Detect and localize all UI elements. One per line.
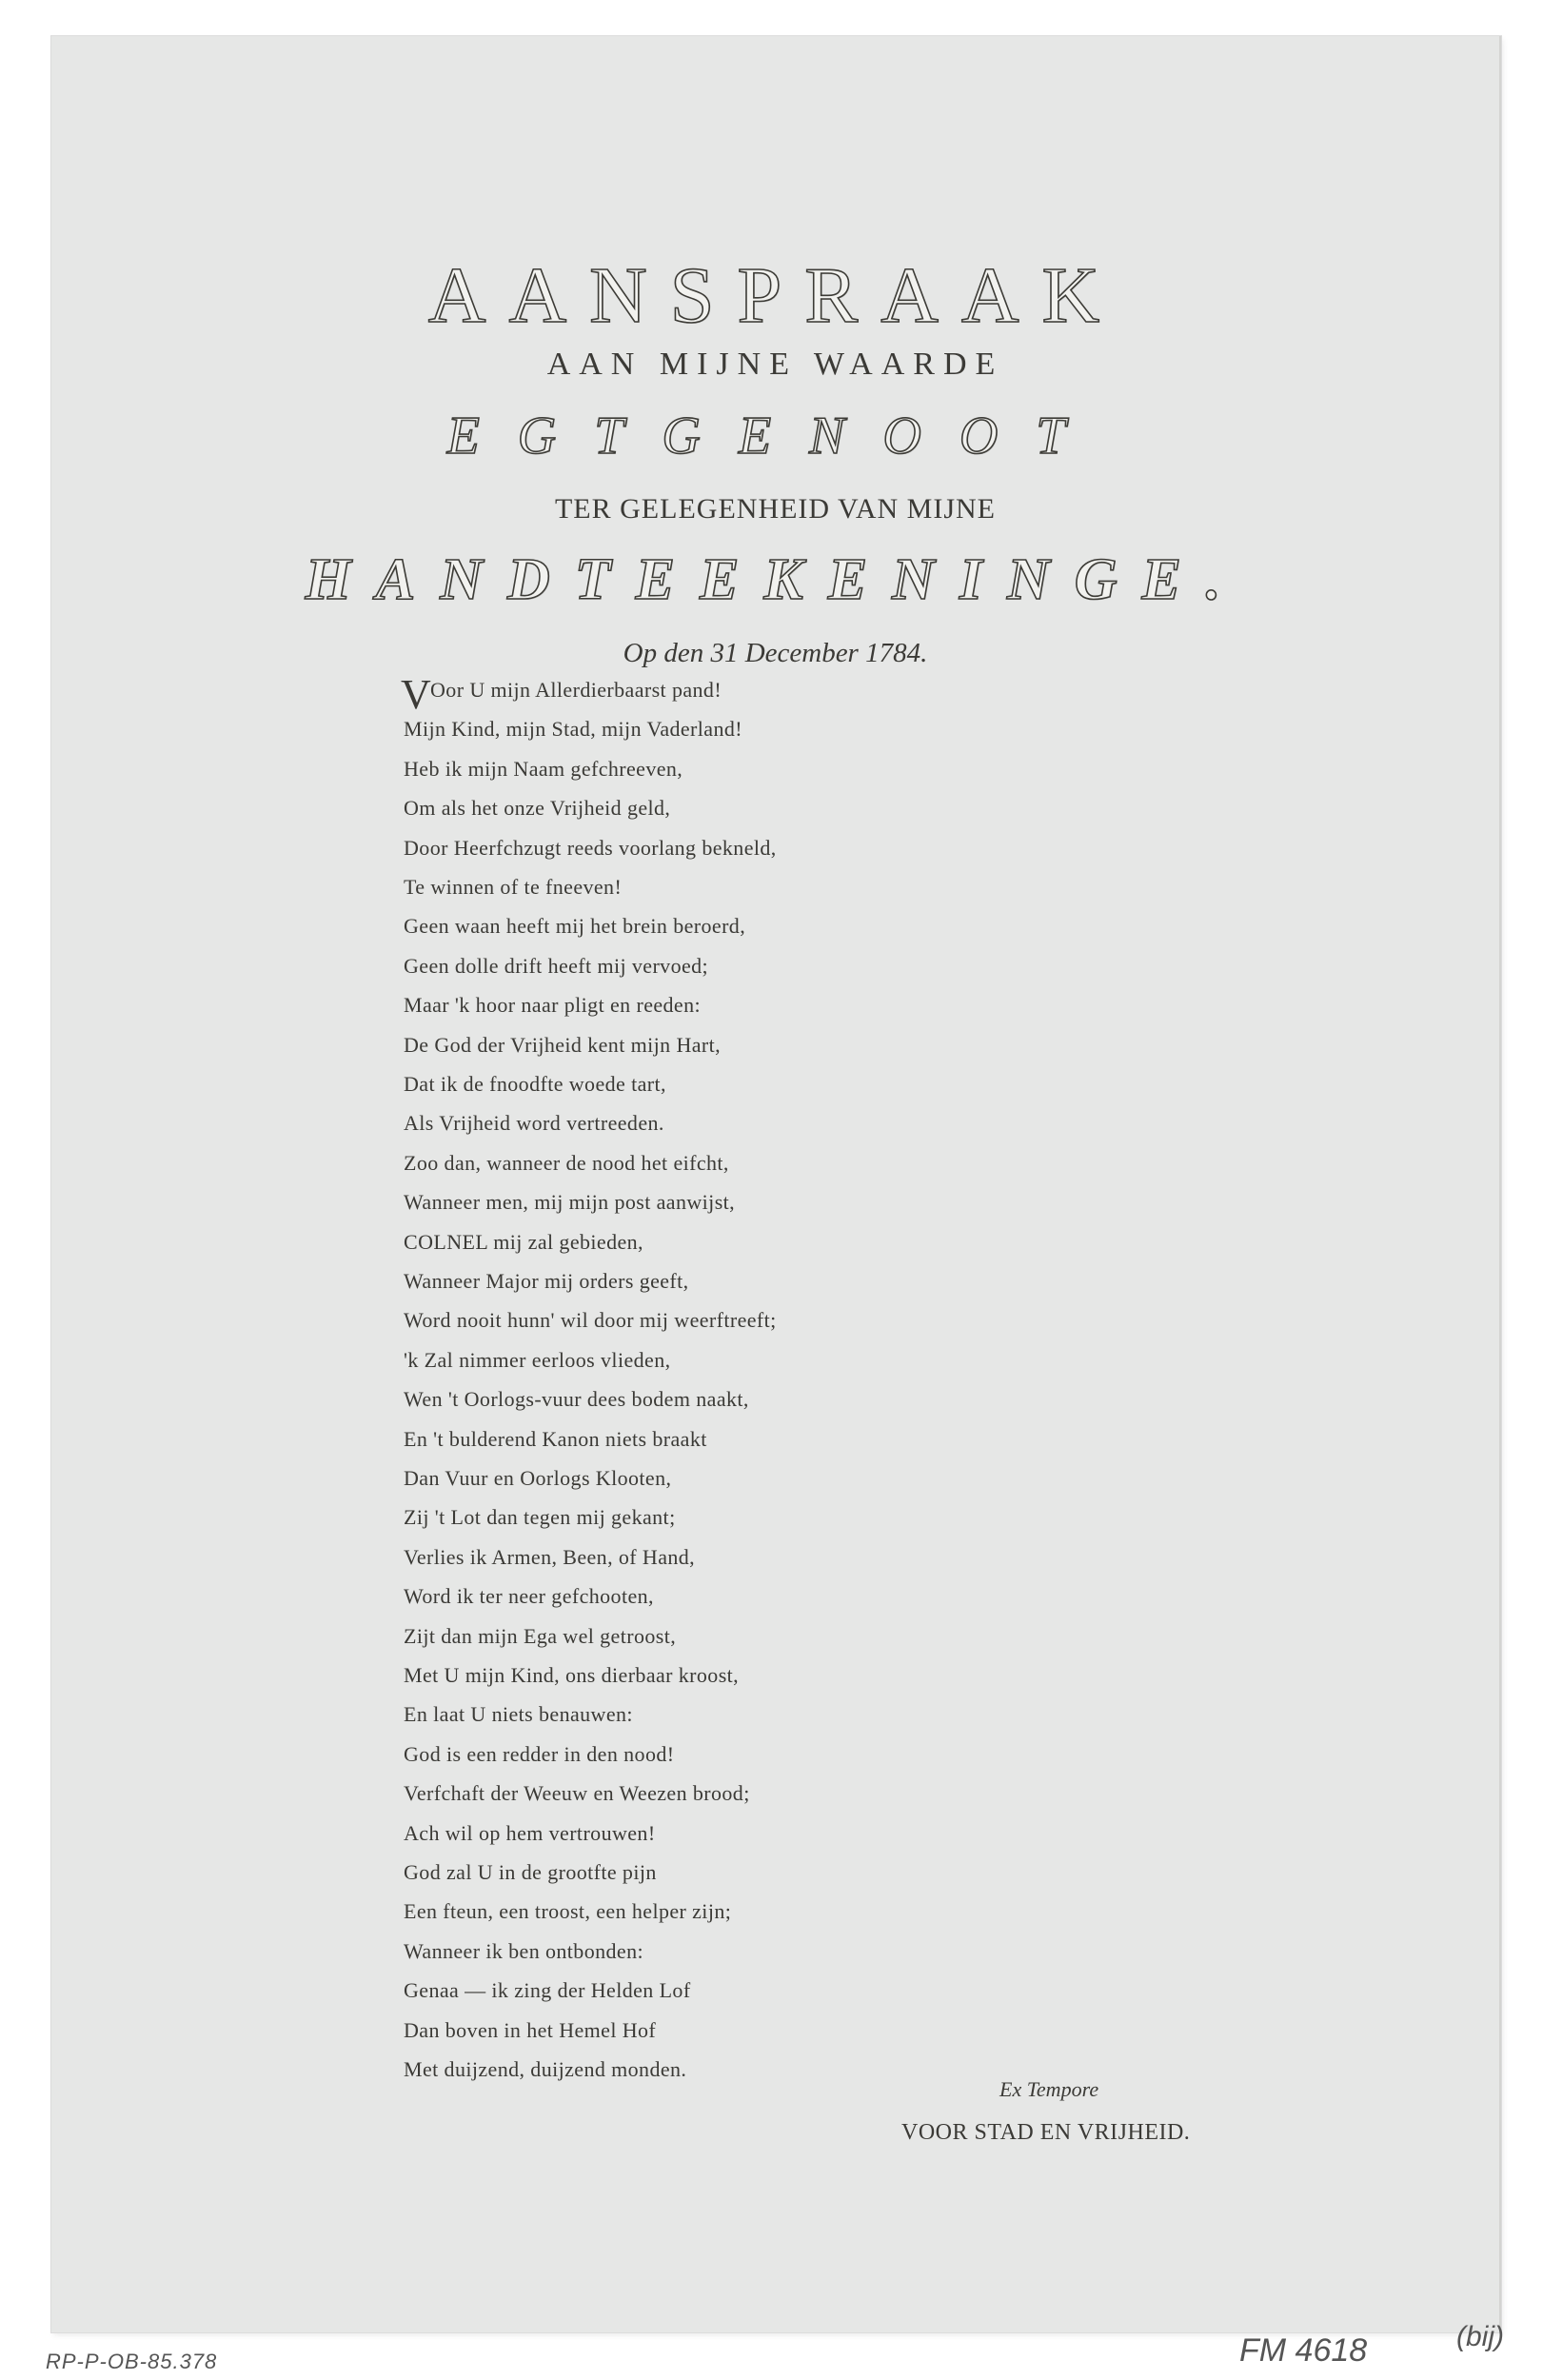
poem-line: Zoo dan, wanneer de nood het eifcht, bbox=[404, 1150, 729, 1175]
poem-line: Geen waan heeft mij het brein beroerd, bbox=[404, 914, 746, 939]
poem-line: God is een redder in den nood! bbox=[404, 1741, 675, 1766]
poem-line: Wen 't Oorlogs-vuur dees bodem naakt, bbox=[404, 1387, 749, 1412]
poem-line: Als Vrijheid word vertreeden. bbox=[404, 1111, 664, 1136]
poem-line: Dan Vuur en Oorlogs Klooten, bbox=[404, 1466, 672, 1490]
poem-line: Word ik ter neer gefchooten, bbox=[404, 1584, 654, 1609]
poem-line: 'k Zal nimmer eerloos vlieden, bbox=[404, 1347, 671, 1372]
poem-line: Word nooit hunn' wil door mij weerftreeft; bbox=[404, 1308, 777, 1333]
poem-line: En 't bulderend Kanon niets braakt bbox=[404, 1426, 707, 1451]
recipient-heading: EGTGENOOT bbox=[446, 407, 1104, 466]
poem-line: Maar 'k hoor naar pligt en reeden: bbox=[404, 993, 701, 1018]
poem-line: Dat ik de fnoodfte woede tart, bbox=[404, 1072, 666, 1096]
poem-line: Oor U mijn Allerdierbaarst pand! bbox=[430, 678, 722, 702]
poem-line: Wanneer ik ben ontbonden: bbox=[404, 1938, 643, 1963]
poem-line: Verlies ik Armen, Been, of Hand, bbox=[404, 1544, 696, 1569]
poem-line: Genaa — ik zing der Helden Lof bbox=[404, 1978, 691, 2003]
closing-motto: VOOR STAD EN VRIJHEID. bbox=[901, 2120, 1191, 2145]
poem-line: Ach wil op hem vertrouwen! bbox=[404, 1820, 656, 1845]
bij-note: (bij) bbox=[1456, 2321, 1504, 2352]
ex-tempore-note: Ex Tempore bbox=[999, 2077, 1099, 2101]
poem-line: Heb ik mijn Naam gefchreeven, bbox=[404, 756, 683, 781]
poem-line: Wanneer men, mij mijn post aanwijst, bbox=[404, 1190, 736, 1215]
poem-line: Een fteun, een troost, een helper zijn; bbox=[404, 1899, 732, 1924]
poem-line: Te winnen of te fneeven! bbox=[404, 875, 623, 899]
poem-line: Dan boven in het Hemel Hof bbox=[404, 2017, 657, 2042]
poem-line: Verfchaft der Weeuw en Weezen brood; bbox=[404, 1781, 750, 1806]
poem-line: Door Heerfchzugt reeds voorlang bekneld, bbox=[404, 835, 777, 860]
poem-line: Zijt dan mijn Ega wel getroost, bbox=[404, 1623, 677, 1648]
poem-line: De God der Vrijheid kent mijn Hart, bbox=[404, 1032, 722, 1057]
poem-line: Zij 't Lot dan tegen mij gekant; bbox=[404, 1505, 676, 1530]
drop-cap: V bbox=[401, 671, 431, 718]
poem-line: Mijn Kind, mijn Stad, mijn Vaderland! bbox=[404, 717, 742, 742]
poem-line: God zal U in de grootfte pijn bbox=[404, 1860, 657, 1884]
inventory-number: RP-P-OB-85.378 bbox=[46, 2350, 218, 2373]
poem-line: Om als het onze Vrijheid geld, bbox=[404, 796, 671, 821]
printed-sheet bbox=[51, 36, 1501, 2332]
signature-heading: HANDTEEKENINGE. bbox=[305, 547, 1246, 612]
poem-line: En laat U niets benauwen: bbox=[404, 1702, 633, 1727]
poem-title: AANSPRAAK bbox=[427, 251, 1123, 340]
poem-line: COLNEL mij zal gebieden, bbox=[404, 1229, 643, 1254]
subtitle: AAN MIJNE WAARDE bbox=[546, 347, 1004, 382]
occasion-line: TER GELEGENHEID VAN MIJNE bbox=[554, 493, 997, 525]
fm-number: FM 4618 bbox=[1239, 2332, 1368, 2369]
poem-line: Met U mijn Kind, ons dierbaar kroost, bbox=[404, 1663, 740, 1687]
dateline: Op den 31 December 1784. bbox=[623, 638, 928, 668]
poem-line: Wanneer Major mij orders geeft, bbox=[404, 1269, 689, 1293]
poem-line: Geen dolle drift heeft mij vervoed; bbox=[404, 953, 709, 978]
poem-line: Met duijzend, duijzend monden. bbox=[404, 2057, 687, 2081]
